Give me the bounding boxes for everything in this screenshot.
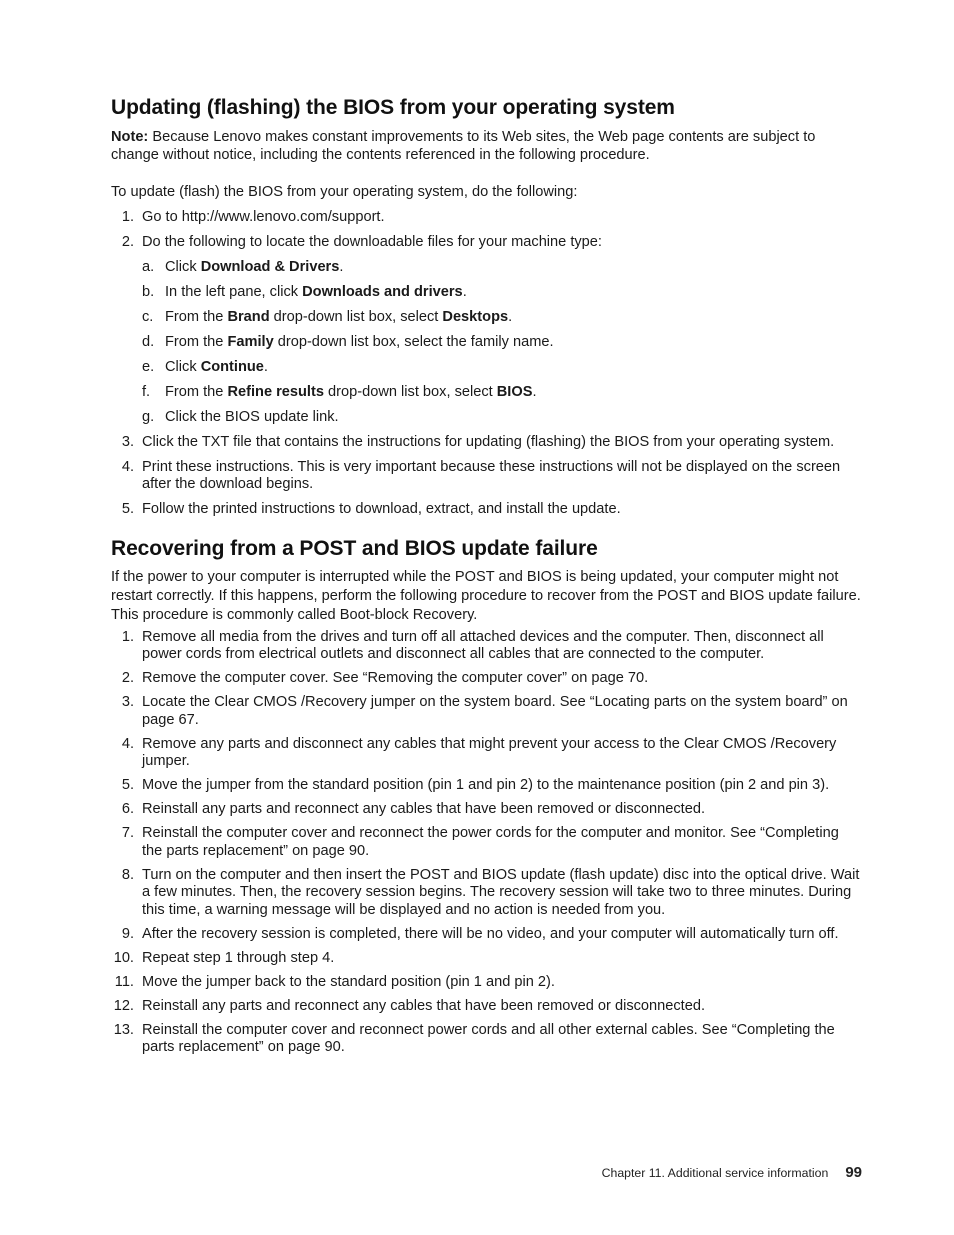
list-item: 13. Reinstall the computer cover and reconnect power cords and all other external cables. See “Completing the parts replacement” on page 90.: [113, 1021, 835, 1055]
list-item: c. From the Brand drop-down list box, select Desktops.: [142, 308, 513, 325]
step-text: Locate the Clear CMOS /Recovery jumper on the system board. See “Locating parts on the system board” on page 67.: [142, 694, 848, 728]
list-item: d. From the Family drop-down list box, select the family name.: [142, 333, 554, 350]
step-text: Follow the printed instructions to download, extract, and install the update.: [142, 501, 621, 517]
update-intro: To update (flash) the BIOS from your operating system, do the following:: [111, 184, 578, 200]
list-item: 8. Turn on the computer and then insert the POST and BIOS update (flash update) disc into the optical drive. Wait a few minutes. Then, the recovery session begins. The recovery session will take two to three minutes. During this time, a warning message will be displayed and no action is needed from you.: [121, 866, 860, 918]
list-item: 2. Remove the computer cover. See “Removing the computer cover” on page 70.: [121, 670, 649, 686]
list-item: 9. After the recovery session is completed, there will be no video, and your computer will automatically turn off.: [121, 925, 839, 942]
list-item: a. Click Download & Drivers.: [142, 258, 344, 275]
step-text: Click the TXT file that contains the instructions for updating (flashing) the BIOS from your operating system.: [142, 433, 835, 450]
update-steps-list: [111, 209, 863, 519]
step-text: Print these instructions. This is very important because these instructions will not be displayed on the screen after the download begins.: [142, 458, 841, 492]
page-number: 99: [845, 1164, 862, 1181]
section-title-recovering: Recovering from a POST and BIOS update failure: [111, 536, 598, 560]
step-text: Reinstall any parts and reconnect any cables that have been removed or disconnected.: [142, 997, 706, 1014]
step-text: Reinstall the computer cover and reconnect power cords and all other external cables. See “Completing the parts replacement” on page 90.: [142, 1021, 835, 1055]
list-item: 6. Reinstall any parts and reconnect any cables that have been removed or disconnected.: [121, 801, 706, 817]
document-page: [111, 96, 863, 1063]
step-text: Move the jumper back to the standard position (pin 1 and pin 2).: [142, 973, 555, 990]
step-text: After the recovery session is completed, there will be no video, and your computer will automatically turn off.: [142, 925, 839, 942]
step-text: Turn on the computer and then insert the POST and BIOS update (flash update) disc into the optical drive. Wait a few minutes. Then, the recovery session begins. The recovery session will take two to three minutes. During this time, a warning message will be displayed and no action is needed from you.: [142, 866, 860, 918]
recovery-steps-list: [111, 629, 863, 1057]
footer-chapter: Chapter 11. Additional service information: [601, 1166, 829, 1180]
list-item: 1. Go to http://www.lenovo.com/support.: [121, 208, 385, 225]
list-item: f. From the Refine results drop-down list box, select BIOS.: [142, 383, 537, 400]
list-item: e. Click Continue.: [142, 358, 268, 375]
list-item: 7. Reinstall the computer cover and reconnect the power cords for the computer and monitor. See “Completing the parts replacement” on page 90.: [121, 825, 839, 859]
step-text: Remove all media from the drives and turn off all attached devices and the computer. Then, disconnect all power cords from electrical outlets and disconnect all cables that are connected to the computer.: [142, 628, 824, 662]
section-title-updating-bios: Updating (flashing) the BIOS from your operating system: [111, 96, 675, 119]
list-item: 12. Reinstall any parts and reconnect any cables that have been removed or disconnected.: [113, 997, 706, 1014]
note-label: Note:: [111, 129, 149, 145]
list-item: 11. Move the jumper back to the standard position (pin 1 and pin 2).: [114, 973, 555, 990]
list-item: 5. Move the jumper from the standard position (pin 1 and pin 2) to the maintenance position (pin 2 and pin 3).: [121, 777, 830, 793]
list-item: 4. Print these instructions. This is very important because these instructions will not be displayed on the screen after the download begins.: [121, 458, 841, 492]
step-text: Go to http://www.lenovo.com/support.: [142, 208, 385, 225]
step-text: Move the jumper from the standard position (pin 1 and pin 2) to the maintenance position (pin 2 and pin 3).: [142, 777, 830, 793]
page-footer: [602, 1164, 862, 1181]
list-item: 3. Locate the Clear CMOS /Recovery jumper on the system board. See “Locating parts on the system board” on page 67.: [121, 694, 848, 728]
note-paragraph: [111, 129, 863, 164]
list-item: 10. Repeat step 1 through step 4.: [113, 949, 335, 966]
list-item: 1. Remove all media from the drives and turn off all attached devices and the computer. Then, disconnect all power cords from electrical outlets and disconnect all cables that are connected to the computer.: [121, 628, 824, 662]
step-text: Remove the computer cover. See “Removing the computer cover” on page 70.: [142, 670, 649, 686]
step-text: Reinstall any parts and reconnect any cables that have been removed or disconnected.: [142, 801, 706, 817]
list-item: 2. Do the following to locate the downloadable files for your machine type: a. Click Download & Drivers. b. In the left pane, click Downloads and drivers. c. From the Brand drop-down list box, select Desktops. d. From the Family drop-down list box, select the family name. e. Click Continue. f. From the Refine results drop-down list box, select BIOS. g. Click the BIOS update link.: [111, 234, 863, 427]
step-text: Do the following to locate the downloadable files for your machine type:: [142, 233, 602, 250]
step-text: Remove any parts and disconnect any cables that might prevent your access to the Clear CMOS /Recovery jumper.: [142, 735, 837, 769]
list-item: 3. Click the TXT file that contains the instructions for updating (flashing) the BIOS from your operating system.: [121, 433, 835, 450]
note-text: Because Lenovo makes constant improvements to its Web sites, the Web page contents are subject to change without notice, including the contents referenced in the following procedure.: [111, 129, 816, 163]
list-item: b. In the left pane, click Downloads and drivers.: [142, 283, 467, 300]
list-item: g. Click the BIOS update link.: [142, 408, 339, 425]
substeps-list: [142, 259, 863, 427]
list-item: 5. Follow the printed instructions to download, extract, and install the update.: [121, 501, 621, 517]
step-text: Reinstall the computer cover and reconnect the power cords for the computer and monitor. See “Completing the parts replacement” on page 90.: [142, 825, 839, 859]
step-text: Repeat step 1 through step 4.: [142, 949, 335, 966]
recovery-intro: If the power to your computer is interrupted while the POST and BIOS is being updated, your computer might not restart correctly. If this happens, perform the following procedure to recover from the POST and BIOS update failure. This procedure is commonly called Boot-block Recovery.: [111, 568, 861, 623]
list-item: 4. Remove any parts and disconnect any cables that might prevent your access to the Clear CMOS /Recovery jumper.: [121, 735, 837, 769]
